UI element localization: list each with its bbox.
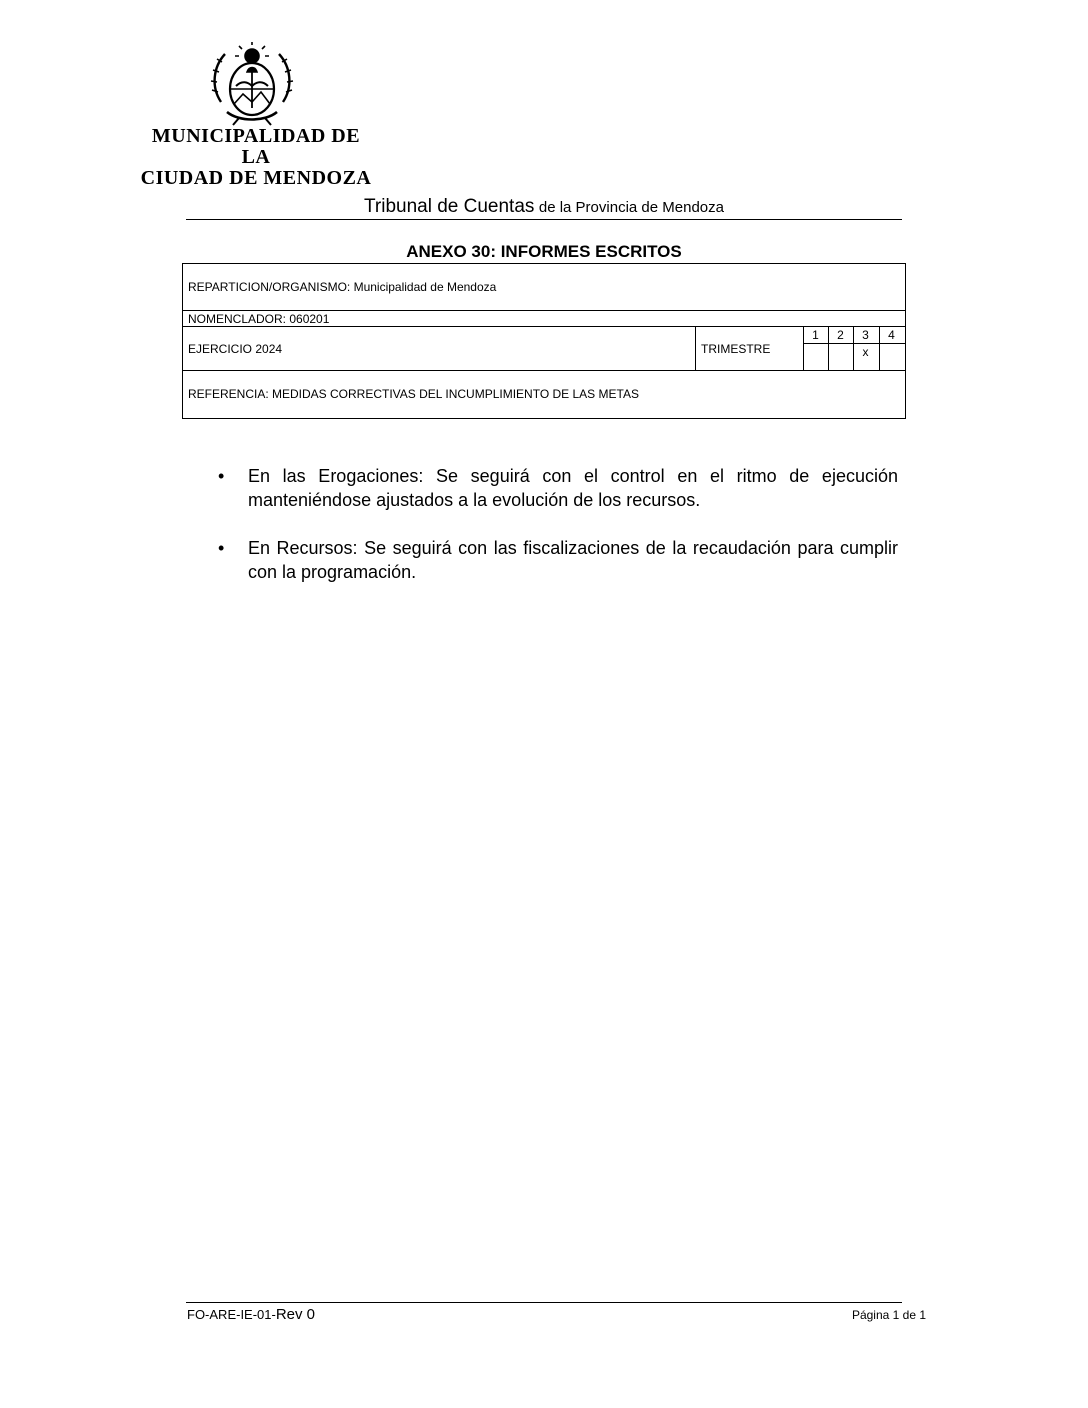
heading-rule	[186, 219, 902, 220]
reparticion-field: REPARTICION/ORGANISMO: Municipalidad de Mendoza	[188, 280, 497, 294]
column-divider	[695, 326, 696, 370]
revision: Rev 0	[275, 1306, 316, 1323]
corrective-measures-list	[218, 464, 898, 608]
annex-title: ANEXO 30: INFORMES ESCRITOS	[406, 242, 682, 261]
tribunal-main: Tribunal de Cuentas	[364, 196, 535, 217]
bullet-text: En Recursos: Se seguirá con las fiscalizaciones de la recaudación para cumplir con la programación.	[248, 538, 898, 582]
bullet-text: En las Erogaciones: Se seguirá con el control en el ritmo de ejecución manteniéndose ajustados a la evolución de los recursos.	[248, 466, 898, 510]
list-item	[218, 464, 898, 512]
ejercicio-field: EJERCICIO 2024	[188, 342, 283, 356]
report-form-box	[182, 263, 906, 419]
municipality-line-2: CIUDAD DE MENDOZA	[140, 167, 372, 189]
page-number: Página 1 de 1	[851, 1308, 926, 1322]
row-divider	[183, 326, 905, 327]
form-code: FO-ARE-IE-01-	[187, 1307, 276, 1322]
nomenclador-field: NOMENCLADOR: 060201	[188, 312, 330, 326]
tribunal-sub: de la Provincia de Mendoza	[538, 199, 724, 216]
municipality-line-1: MUNICIPALIDAD DE LA	[151, 125, 361, 168]
coat-of-arms-icon	[209, 42, 295, 126]
quarter-4-label: 4	[888, 328, 895, 342]
footer-form-code	[187, 1306, 315, 1323]
quarter-3-label: 3	[862, 328, 869, 342]
row-divider	[183, 370, 905, 371]
list-item	[218, 536, 898, 584]
bullet-icon: •	[218, 538, 225, 558]
quarter-1-label: 1	[812, 328, 819, 342]
bullet-icon: •	[218, 466, 225, 486]
quarter-2-label: 2	[837, 328, 844, 342]
trimestre-label: TRIMESTRE	[701, 342, 771, 356]
quarter-3-mark: x	[862, 345, 869, 359]
municipality-name	[136, 126, 376, 189]
referencia-field: REFERENCIA: MEDIDAS CORRECTIVAS DEL INCUMPLIMIENTO DE LAS METAS	[188, 387, 639, 401]
row-divider	[183, 310, 905, 311]
footer-rule	[186, 1302, 902, 1303]
quarter-row-divider	[803, 343, 905, 344]
tribunal-heading	[186, 196, 902, 218]
